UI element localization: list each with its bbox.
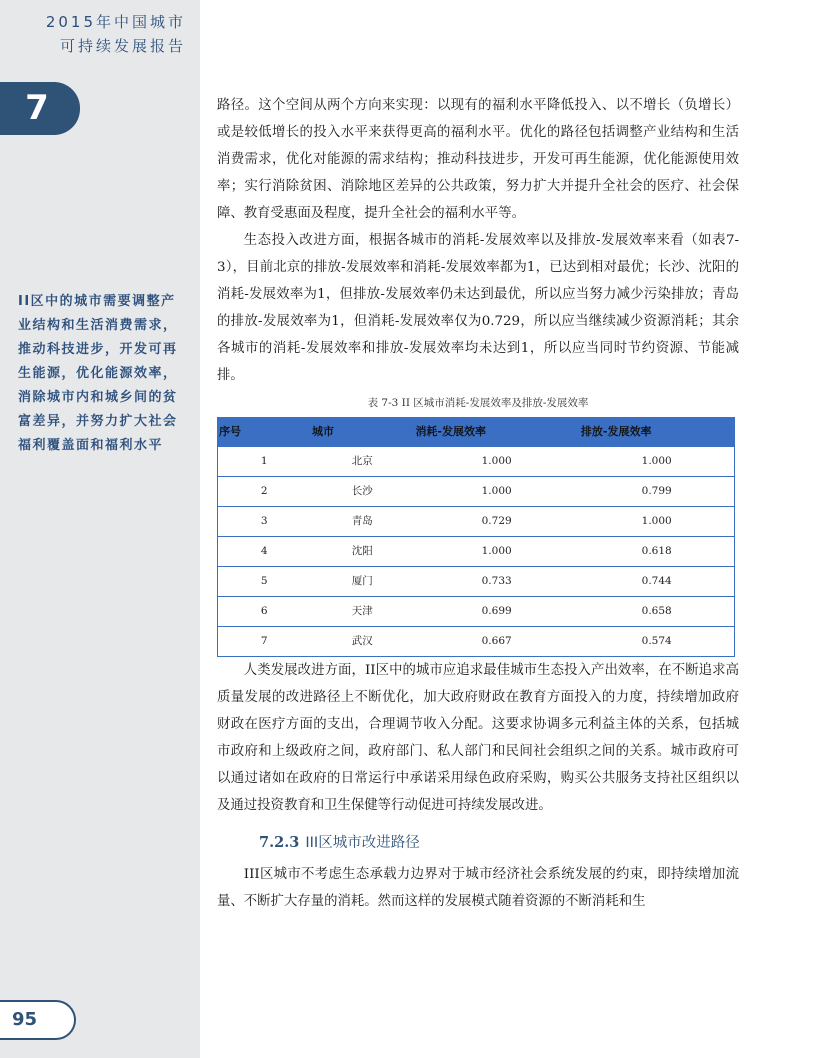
paragraph-1: 路径。这个空间从两个方向来实现：以现有的福利水平降低投入、以不增长（负增长）或是较低增长的投入水平来获得更高的福利水平。优化的路径包括调整产业结构和生活消费需求，优化对能源的需求结构；推动科技进步，开发可再生能源，优化能源使用效率；实行消除贫困、消除地区差异的公共政策，努力扩大并提升全社会的医疗、社会保障、教育受惠面及程度，提升全社会的福利水平等。 xyxy=(217,98,739,221)
cell-consumption: 0.733 xyxy=(414,567,579,597)
cell-consumption: 0.699 xyxy=(414,597,579,627)
table-row xyxy=(218,627,735,657)
page-number: 95 xyxy=(0,1000,76,1040)
cell-city: 青岛 xyxy=(311,507,414,537)
cell-index: 6 xyxy=(218,597,311,627)
cell-emission: 0.618 xyxy=(579,537,734,567)
cell-city: 厦门 xyxy=(311,567,414,597)
header-emission-efficiency: 排放-发展效率 xyxy=(579,417,734,447)
cell-consumption: 0.729 xyxy=(414,507,579,537)
cell-emission: 0.799 xyxy=(579,477,734,507)
section-title: III区城市改进路径 xyxy=(305,835,420,851)
paragraph-2: 生态投入改进方面，根据各城市的消耗-发展效率以及排放-发展效率来看（如表7-3），目前北京的排放-发展效率和消耗-发展效率都为1，已达到相对最优；长沙、沈阳的消耗-发展效率为1，但排放-发展效率仍未达到最优，所以应当努力减少污染排放；青岛的排放-发展效率为1，但消耗-发展效率仅为0.729，所以应当继续减少资源消耗；其余各城市的消耗-发展效率和排放-发展效率均未达到1，所以应当同时节约资源、节能减排。 xyxy=(217,233,739,383)
table-row xyxy=(218,447,735,477)
cell-index: 2 xyxy=(218,477,311,507)
table-header-row xyxy=(218,417,735,447)
table-row xyxy=(218,507,735,537)
cell-index: 1 xyxy=(218,447,311,477)
paragraph-4: III区城市不考虑生态承载力边界对于城市经济社会系统发展的约束，即持续增加流量、不断扩大存量的消耗。然而这样的发展模式随着资源的不断消耗和生 xyxy=(217,867,739,909)
chapter-number-tab: 7 xyxy=(0,82,80,135)
cell-index: 7 xyxy=(218,627,311,657)
report-title-line1: 2015年中国城市 xyxy=(45,13,186,31)
cell-emission: 1.000 xyxy=(579,447,734,477)
table-row xyxy=(218,597,735,627)
cell-city: 长沙 xyxy=(311,477,414,507)
cell-consumption: 1.000 xyxy=(414,447,579,477)
report-title-line2: 可持续发展报告 xyxy=(59,37,186,55)
cell-emission: 0.744 xyxy=(579,567,734,597)
paragraph-3: 人类发展改进方面，II区中的城市应追求最佳城市生态投入产出效率，在不断追求高质量发展的改进路径上不断优化，加大政府财政在教育方面投入的力度，持续增加政府财政在医疗方面的支出，合理调节收入分配。这要求协调多元利益主体的关系，包括城市政府和上级政府之间，政府部门、私人部门和民间社会组织之间的关系。城市政府可以通过诸如在政府的日常运行中承诺采用绿色政府采购，购买公共服务支持社区组织以及通过投资教育和卫生保健等行动促进可持续发展改进。 xyxy=(217,663,739,813)
cell-city: 沈阳 xyxy=(311,537,414,567)
table-row xyxy=(218,537,735,567)
cell-emission: 1.000 xyxy=(579,507,734,537)
table-caption: 表 7-3 II 区城市消耗-发展效率及排放-发展效率 xyxy=(367,397,589,409)
cell-city: 北京 xyxy=(311,447,414,477)
table-row xyxy=(218,477,735,507)
sidebar xyxy=(0,0,200,1058)
header-consumption-efficiency: 消耗-发展效率 xyxy=(414,417,579,447)
report-title xyxy=(26,10,186,58)
cell-consumption: 0.667 xyxy=(414,627,579,657)
side-note: II区中的城市需要调整产业结构和生活消费需求，推动科技进步，开发可再生能源，优化能源效率，消除城市内和城乡间的贫富差异，并努力扩大社会福利覆盖面和福利水平 xyxy=(18,294,178,453)
cell-index: 4 xyxy=(218,537,311,567)
cell-index: 3 xyxy=(218,507,311,537)
cell-emission: 0.658 xyxy=(579,597,734,627)
efficiency-table xyxy=(217,417,735,657)
main-content xyxy=(217,92,739,915)
table-row xyxy=(218,567,735,597)
cell-city: 武汉 xyxy=(311,627,414,657)
cell-emission: 0.574 xyxy=(579,627,734,657)
section-number: 7.2.3 xyxy=(259,834,300,851)
cell-index: 5 xyxy=(218,567,311,597)
header-city: 城市 xyxy=(311,417,414,447)
header-index: 序号 xyxy=(218,417,311,447)
section-heading xyxy=(259,829,739,857)
cell-consumption: 1.000 xyxy=(414,537,579,567)
cell-city: 天津 xyxy=(311,597,414,627)
cell-consumption: 1.000 xyxy=(414,477,579,507)
